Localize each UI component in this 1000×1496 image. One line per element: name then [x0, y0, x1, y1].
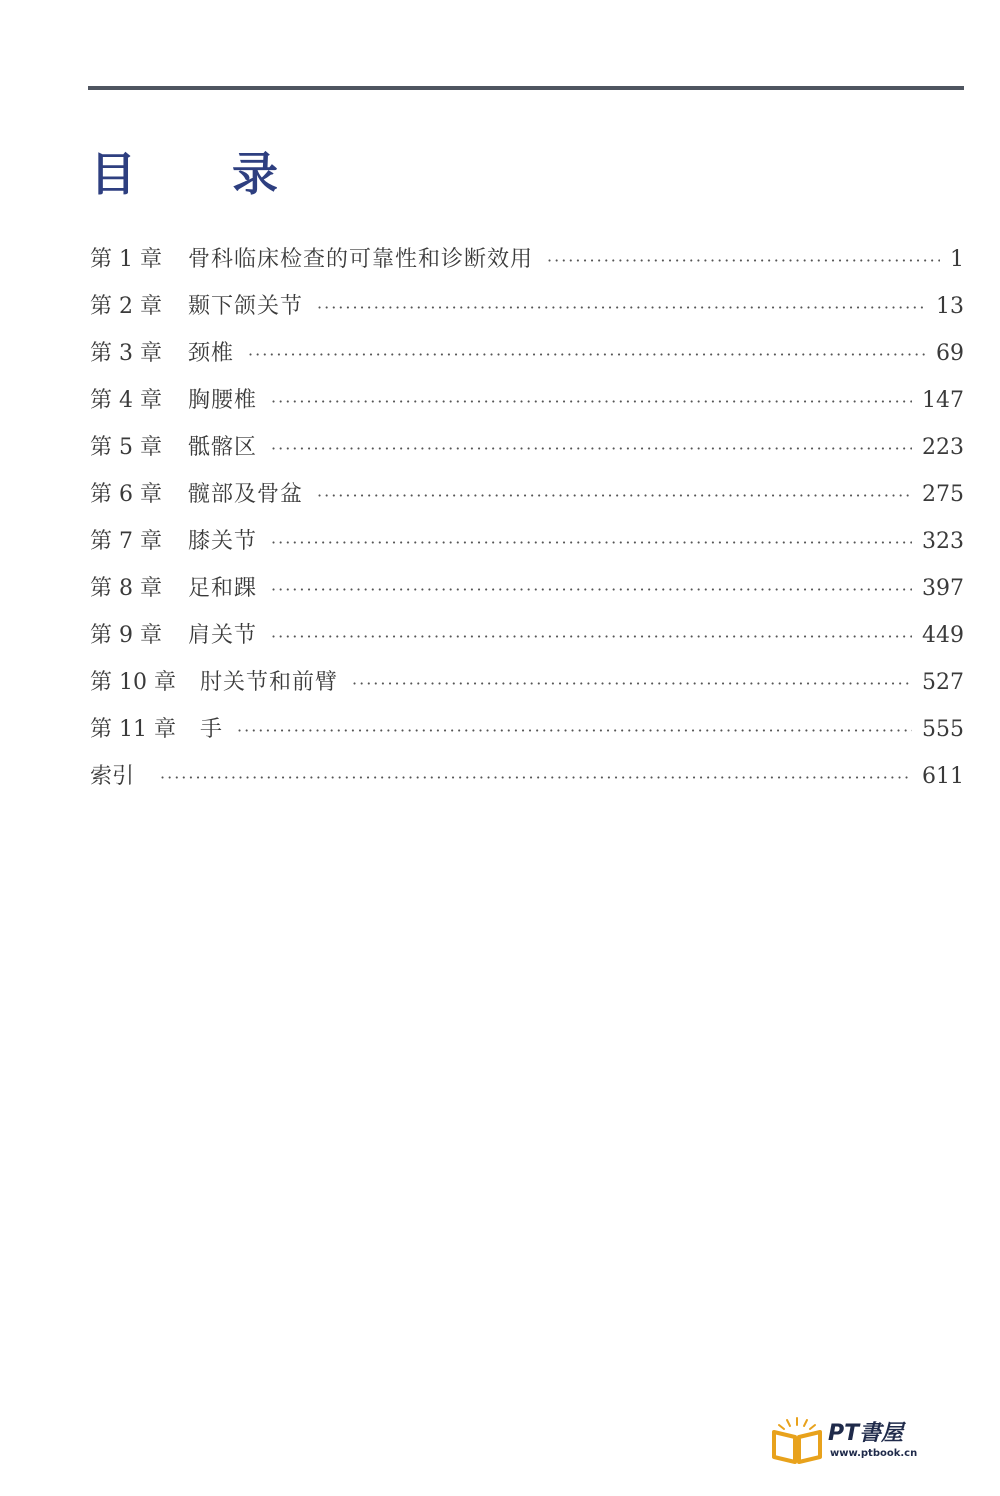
page-number: 449	[922, 623, 964, 648]
chapter-label: 第 9 章	[90, 623, 162, 648]
dot-leader	[248, 345, 926, 364]
chapter-label: 第 3 章	[90, 341, 162, 366]
dot-leader	[160, 768, 912, 787]
dot-leader	[237, 721, 912, 740]
page-number: 13	[936, 294, 964, 319]
page-number: 527	[922, 670, 964, 695]
index-label: 索引	[90, 764, 135, 789]
chapter-label: 第 8 章	[90, 576, 162, 601]
dot-leader	[352, 674, 912, 693]
chapter-title: 颞下颌关节	[188, 294, 304, 319]
page-number: 397	[922, 576, 964, 601]
page-number: 555	[922, 717, 964, 742]
open-book-icon	[770, 1416, 824, 1464]
page-number: 275	[922, 482, 964, 507]
dot-leader	[271, 392, 912, 411]
chapter-title: 膝关节	[188, 529, 258, 554]
toc-entry-7[interactable]	[90, 524, 964, 571]
watermark-name: PT書屋	[828, 1421, 904, 1446]
watermark-url: www.ptbook.cn	[830, 1448, 918, 1459]
toc-entry-3[interactable]	[90, 336, 964, 383]
chapter-label: 第 10 章	[90, 670, 176, 695]
page-number: 1	[950, 247, 964, 272]
toc-entry-4[interactable]	[90, 383, 964, 430]
toc-entry-2[interactable]	[90, 289, 964, 336]
chapter-title: 手	[200, 717, 224, 742]
page-title: 目 录	[90, 147, 319, 201]
chapter-label: 第 1 章	[90, 247, 162, 272]
watermark-logo	[770, 1412, 930, 1468]
toc-entry-10[interactable]	[90, 665, 964, 712]
toc-entry-6[interactable]	[90, 477, 964, 524]
chapter-title: 骶髂区	[188, 435, 258, 460]
page-number: 223	[922, 435, 964, 460]
chapter-label: 第 5 章	[90, 435, 162, 460]
chapter-title: 髋部及骨盆	[188, 482, 304, 507]
top-rule	[88, 86, 964, 90]
chapter-title: 胸腰椎	[188, 388, 258, 413]
dot-leader	[547, 251, 940, 270]
chapter-title: 肩关节	[188, 623, 258, 648]
toc-entry-1[interactable]	[90, 242, 964, 289]
chapter-label: 第 2 章	[90, 294, 162, 319]
chapter-title: 颈椎	[188, 341, 235, 366]
toc-entry-11[interactable]	[90, 712, 964, 759]
page-number: 69	[936, 341, 964, 366]
page-number: 611	[922, 764, 964, 789]
chapter-title: 足和踝	[188, 576, 258, 601]
chapter-label: 第 6 章	[90, 482, 162, 507]
page-number: 323	[922, 529, 964, 554]
toc-entry-5[interactable]	[90, 430, 964, 477]
chapter-label: 第 7 章	[90, 529, 162, 554]
dot-leader	[271, 439, 912, 458]
page-number: 147	[922, 388, 964, 413]
chapter-label: 第 11 章	[90, 717, 176, 742]
chapter-label: 第 4 章	[90, 388, 162, 413]
toc-entry-9[interactable]	[90, 618, 964, 665]
dot-leader	[317, 486, 912, 505]
dot-leader	[271, 627, 912, 646]
dot-leader	[271, 580, 912, 599]
dot-leader	[317, 298, 926, 317]
chapter-title: 骨科临床检查的可靠性和诊断效用	[188, 247, 534, 272]
toc-entry-8[interactable]	[90, 571, 964, 618]
table-of-contents	[90, 242, 964, 806]
toc-entry-index[interactable]	[90, 759, 964, 806]
chapter-title: 肘关节和前臂	[200, 670, 339, 695]
dot-leader	[271, 533, 912, 552]
